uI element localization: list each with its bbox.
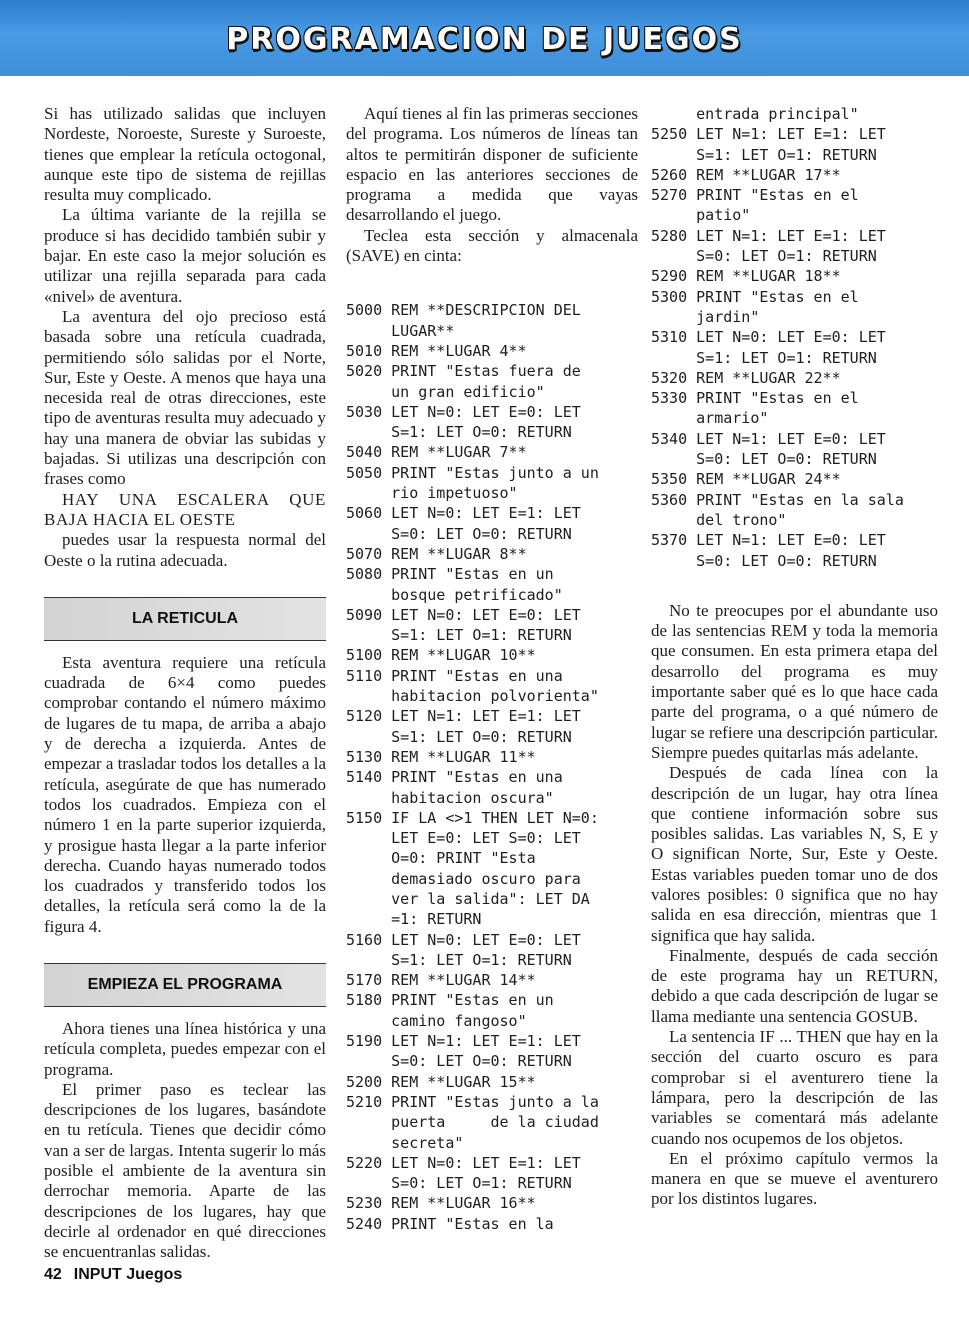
section-heading-label: EMPIEZA EL PROGRAMA <box>87 975 283 993</box>
paragraph: Si has utilizado salidas que incluyen Nordeste, Noroeste, Sureste y Suroeste, tienes que emplear la retícula octogonal, aunque este tipo de sistema de rejillas resulta muy complicado. <box>44 104 326 205</box>
paragraph: puedes usar la respuesta normal del Oeste o la rutina adecuada. <box>44 530 326 570</box>
paragraph: Aquí tienes al fin las primeras secciones del programa. Los números de líneas tan altos te permitirán disponer de suficiente espacio en las anteriores secciones de programa a medida que vayas desarrollando el juego. <box>346 104 638 225</box>
header-banner <box>0 0 969 76</box>
page-title: PROGRAMACION DE JUEGOS <box>226 22 743 57</box>
publication-name: INPUT Juegos <box>73 1266 183 1283</box>
section-heading-programa <box>44 963 326 1007</box>
paragraph: No te preocupes por el abundante uso de las sentencias REM y toda la memoria que consumen. En esta primera etapa del desarrollo del programa es muy importante saber qué es lo que hace cada parte del programa, o a qué número de lugar se refiere una descripción particular. Siempre puedes quitarlas más adelante. <box>651 600 938 762</box>
paragraph: Teclea esta sección y almacenala (SAVE) en cinta: <box>346 225 638 266</box>
column-right <box>651 104 938 1210</box>
paragraph: Finalmente, después de cada sección de este programa hay un RETURN, debido a que cada descripción de lugar se llama mediante una sentencia GOSUB. <box>651 945 938 1026</box>
paragraph: La aventura del ojo precioso está basada sobre una retícula cuadrada, permitiendo sólo salidas por el Norte, Sur, Este y Oeste. A menos que haya una necesida real de otras direcciones, este tipo de aventuras resulta muy adecuado y hay una manera de obviar las subidas y bajadas. Si utilizas una descripción con frases como <box>44 306 326 489</box>
paragraph: La última variante de la rejilla se produce si has decidido también subir y bajar. En este caso la mejor solución es utilizar una rejilla separada para cada «nivel» de aventura. <box>44 205 326 306</box>
paragraph: En el próximo capítulo vermos la manera en que se mueve el aventurero por los distintos lugares. <box>651 1148 938 1209</box>
page-footer <box>44 1266 182 1284</box>
column-middle <box>346 104 638 1234</box>
column-left <box>44 104 326 1263</box>
example-phrase: HAY UNA ESCALERA QUE BAJA HACIA EL OESTE <box>44 489 326 529</box>
paragraph: La sentencia IF ... THEN que hay en la sección del cuarto oscuro es para comprobar si el aventurero tiene la lámpara, pero la descripción de las variables se comentará más adelante cuando nos ocupemos de los objetos. <box>651 1027 938 1148</box>
paragraph: El primer paso es teclear las descripciones de los lugares, basándote en tu retícula. Tienes que decidir cómo van a ser de largas. Intenta sugerir lo más posible el ambiente de la aventura sin derrochar memoria. Aparte de las descripciones de los lugares, hay que decirle al ordenador en qué direcciones se encuentranlas salidas. <box>44 1079 326 1262</box>
paragraph: Después de cada línea con la descripción de un lugar, hay otra línea que contiene información sobre sus posibles salidas. Las variables N, S, E y O significan Norte, Sur, Este y Oeste. Estas variables pueden tomar uno de dos valores posibles: 0 significa que no hay salida en esa dirección, mientras que 1 significa que hay salida. <box>651 763 938 945</box>
code-listing-continued: entrada principal" 5250 LET N=1: LET E=1: LET S=1: LET O=1: RETURN 5260 REM **LUGAR 17** 5270 PRINT "Estas en el patio" 5280 LET N=1: LET E=1: LET S=0: LET O=1: RETURN 5290 REM **LUGAR 18** 5300 PRINT "Estas en el jardin" 5310 LET N=0: LET E=0: LET S=1: LET O=1: RETURN 5320 REM **LUGAR 22** 5330 PRINT "Estas en el armario" 5340 LET N=1: LET E=0: LET S=0: LET O=0: RETURN 5350 REM **LUGAR 24** 5360 PRINT "Estas en la sala del trono" 5370 LET N=1: LET E=0: LET S=0: LET O=0: RETURN <box>651 105 904 570</box>
page-number: 42 <box>44 1266 62 1283</box>
paragraph: Esta aventura requiere una retícula cuadrada de 6×4 como puedes comprobar contando el número máximo de lugares de tu mapa, de arriba a abajo y de derecha a izquierda. Antes de empezar a trasladar todos los detalles a la retícula, asegúrate de que has numerado todos los cuadrados. Empieza con el número 1 en la parte superior izquierda, y prosigue hasta llegar a la parte inferior derecha. Cuando hayas numerado todos los cuadrados y transferido todos los detalles, la retícula será como la de la figura 4. <box>44 652 326 936</box>
section-heading-reticula <box>44 597 326 641</box>
paragraph: Ahora tienes una línea histórica y una retícula completa, puedes empezar con el programa. <box>44 1018 326 1079</box>
section-heading-label: LA RETICULA <box>131 609 239 627</box>
code-listing: 5000 REM **DESCRIPCION DEL LUGAR** 5010 REM **LUGAR 4** 5020 PRINT "Estas fuera de un gran edificio" 5030 LET N=0: LET E=0: LET S=1: LET O=0: RETURN 5040 REM **LUGAR 7** 5050 PRINT "Estas junto a un rio impetuoso" 5060 LET N=0: LET E=1: LET S=0: LET O=0: RETURN 5070 REM **LUGAR 8** 5080 PRINT "Estas en un bosque petrificado" 5090 LET N=0: LET E=0: LET S=1: LET O=1: RETURN 5100 REM **LUGAR 10** 5110 PRINT "Estas en una habitacion polvorienta" 5120 LET N=1: LET E=1: LET S=1: LET O=0: RETURN 5130 REM **LUGAR 11** 5140 PRINT "Estas en una habitacion oscura" 5150 IF LA <>1 THEN LET N=0: LET E=0: LET S=0: LET O=0: PRINT "Esta demasiado oscuro para ver la salida": LET DA =1: RETURN 5160 LET N=0: LET E=0: LET S=1: LET O=1: RETURN 5170 REM **LUGAR 14** 5180 PRINT "Estas en un camino fangoso" 5190 LET N=1: LET E=1: LET S=0: LET O=0: RETURN 5200 REM **LUGAR 15** 5210 PRINT "Estas junto a la puerta de la ciudad secreta" 5220 LET N=0: LET E=1: LET S=0: LET O=1: RETURN 5230 REM **LUGAR 16** 5240 PRINT "Estas en la <box>346 301 599 1233</box>
